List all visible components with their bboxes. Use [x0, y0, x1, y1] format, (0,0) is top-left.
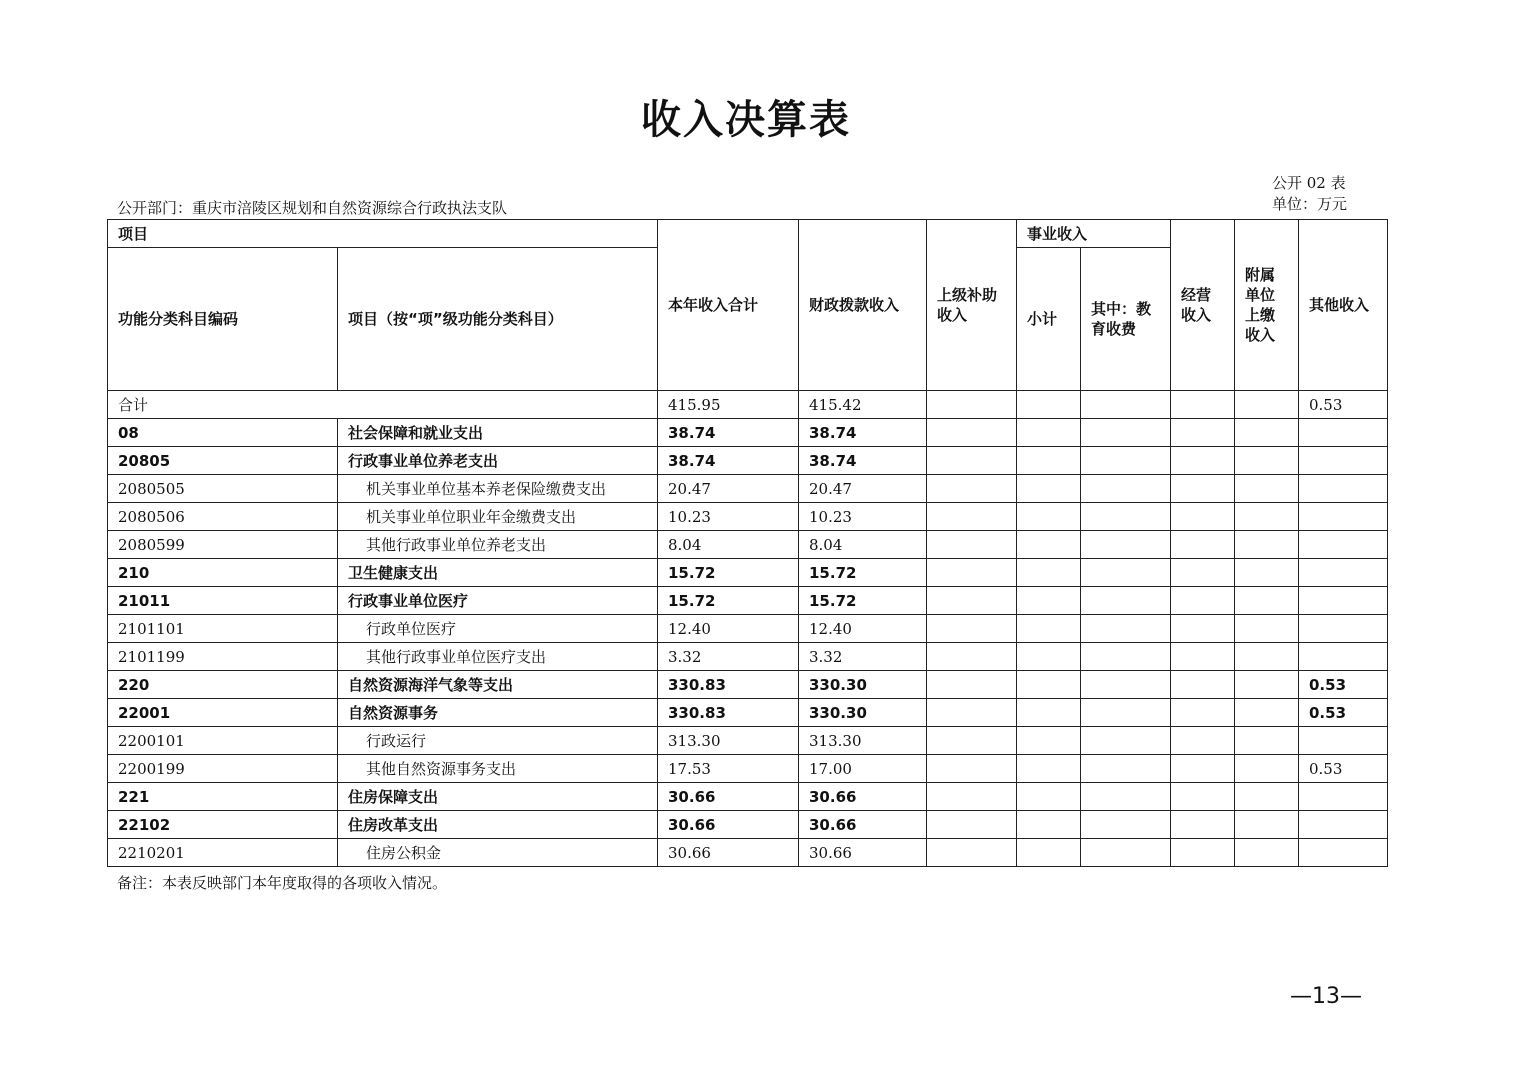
table-row	[108, 587, 1388, 615]
row-code: 2101199	[108, 643, 338, 671]
row-subtotal	[1017, 839, 1081, 867]
row-subtotal	[1017, 615, 1081, 643]
row-fiscal: 17.00	[799, 755, 927, 783]
row-name: 机关事业单位基本养老保险缴费支出	[338, 475, 658, 503]
row-affiliated	[1235, 811, 1299, 839]
row-superior	[927, 811, 1017, 839]
row-code: 2200199	[108, 755, 338, 783]
total-fiscal: 415.42	[799, 391, 927, 419]
row-affiliated	[1235, 587, 1299, 615]
row-code: 22001	[108, 699, 338, 727]
total-amount: 415.95	[658, 391, 799, 419]
total-subtotal	[1017, 391, 1081, 419]
row-name: 其他行政事业单位养老支出	[338, 531, 658, 559]
row-affiliated	[1235, 615, 1299, 643]
row-affiliated	[1235, 475, 1299, 503]
row-other	[1299, 783, 1388, 811]
row-total: 15.72	[658, 559, 799, 587]
header-education: 其中：教育收费	[1081, 248, 1171, 391]
row-affiliated	[1235, 727, 1299, 755]
row-operating	[1171, 811, 1235, 839]
header-other: 其他收入	[1299, 220, 1388, 391]
header-operating: 经营收入	[1171, 220, 1235, 391]
row-subtotal	[1017, 755, 1081, 783]
row-other	[1299, 587, 1388, 615]
row-education	[1081, 559, 1171, 587]
header-superior: 上级补助收入	[927, 220, 1017, 391]
table-row	[108, 419, 1388, 447]
row-affiliated	[1235, 503, 1299, 531]
row-operating	[1171, 503, 1235, 531]
row-education	[1081, 531, 1171, 559]
row-superior	[927, 419, 1017, 447]
table-row	[108, 503, 1388, 531]
row-code: 221	[108, 783, 338, 811]
table-row	[108, 783, 1388, 811]
row-total: 15.72	[658, 587, 799, 615]
row-fiscal: 30.66	[799, 783, 927, 811]
row-other	[1299, 559, 1388, 587]
row-operating	[1171, 755, 1235, 783]
row-education	[1081, 447, 1171, 475]
row-code: 2080599	[108, 531, 338, 559]
row-subtotal	[1017, 447, 1081, 475]
row-superior	[927, 503, 1017, 531]
total-other: 0.53	[1299, 391, 1388, 419]
row-subtotal	[1017, 559, 1081, 587]
row-operating	[1171, 419, 1235, 447]
row-operating	[1171, 447, 1235, 475]
header-business: 事业收入	[1017, 220, 1171, 248]
row-subtotal	[1017, 419, 1081, 447]
table-row	[108, 699, 1388, 727]
row-total: 8.04	[658, 531, 799, 559]
total-education	[1081, 391, 1171, 419]
row-name: 行政事业单位养老支出	[338, 447, 658, 475]
row-fiscal: 330.30	[799, 699, 927, 727]
unit-label: 单位：万元	[1272, 195, 1348, 213]
row-total: 38.74	[658, 447, 799, 475]
row-total: 30.66	[658, 811, 799, 839]
total-label: 合计	[108, 391, 658, 419]
row-code: 21011	[108, 587, 338, 615]
row-total: 313.30	[658, 727, 799, 755]
row-superior	[927, 839, 1017, 867]
table-row	[108, 615, 1388, 643]
row-fiscal: 20.47	[799, 475, 927, 503]
row-subtotal	[1017, 671, 1081, 699]
row-total: 330.83	[658, 671, 799, 699]
page-title: 收入决算表	[641, 97, 851, 143]
row-total: 12.40	[658, 615, 799, 643]
row-education	[1081, 643, 1171, 671]
table-row	[108, 475, 1388, 503]
header-subtotal: 小计	[1017, 248, 1081, 391]
total-superior	[927, 391, 1017, 419]
row-superior	[927, 559, 1017, 587]
table-row	[108, 643, 1388, 671]
row-education	[1081, 419, 1171, 447]
row-fiscal: 30.66	[799, 839, 927, 867]
row-name: 其他行政事业单位医疗支出	[338, 643, 658, 671]
row-code: 20805	[108, 447, 338, 475]
row-code: 2080506	[108, 503, 338, 531]
row-operating	[1171, 671, 1235, 699]
row-subtotal	[1017, 699, 1081, 727]
row-education	[1081, 699, 1171, 727]
row-other	[1299, 811, 1388, 839]
department-label: 公开部门：重庆市涪陵区规划和自然资源综合行政执法支队	[117, 199, 508, 217]
row-superior	[927, 643, 1017, 671]
row-name: 住房改革支出	[338, 811, 658, 839]
row-superior	[927, 615, 1017, 643]
row-education	[1081, 811, 1171, 839]
row-name: 行政单位医疗	[338, 615, 658, 643]
row-code: 2101101	[108, 615, 338, 643]
row-total: 17.53	[658, 755, 799, 783]
header-name: 项目（按“项”级功能分类科目）	[338, 248, 658, 391]
row-other	[1299, 503, 1388, 531]
row-other	[1299, 419, 1388, 447]
row-operating	[1171, 531, 1235, 559]
row-affiliated	[1235, 447, 1299, 475]
row-name: 住房公积金	[338, 839, 658, 867]
row-name: 行政运行	[338, 727, 658, 755]
footnote: 备注：本表反映部门本年度取得的各项收入情况。	[117, 874, 448, 892]
table-row	[108, 727, 1388, 755]
row-name: 住房保障支出	[338, 783, 658, 811]
table-row	[108, 531, 1388, 559]
row-total: 30.66	[658, 839, 799, 867]
total-operating	[1171, 391, 1235, 419]
row-other	[1299, 615, 1388, 643]
row-superior	[927, 699, 1017, 727]
table-row	[108, 755, 1388, 783]
row-code: 220	[108, 671, 338, 699]
row-education	[1081, 615, 1171, 643]
row-fiscal: 38.74	[799, 419, 927, 447]
row-superior	[927, 727, 1017, 755]
income-table	[107, 219, 1388, 867]
row-fiscal: 15.72	[799, 559, 927, 587]
row-total: 20.47	[658, 475, 799, 503]
row-superior	[927, 755, 1017, 783]
row-operating	[1171, 699, 1235, 727]
row-affiliated	[1235, 419, 1299, 447]
row-operating	[1171, 615, 1235, 643]
row-name: 行政事业单位医疗	[338, 587, 658, 615]
row-other	[1299, 475, 1388, 503]
header-project: 项目	[108, 220, 658, 248]
row-operating	[1171, 643, 1235, 671]
row-subtotal	[1017, 727, 1081, 755]
row-subtotal	[1017, 475, 1081, 503]
row-other	[1299, 531, 1388, 559]
row-superior	[927, 447, 1017, 475]
row-code: 2080505	[108, 475, 338, 503]
row-code: 22102	[108, 811, 338, 839]
row-fiscal: 38.74	[799, 447, 927, 475]
row-total: 38.74	[658, 419, 799, 447]
row-education	[1081, 727, 1171, 755]
row-subtotal	[1017, 587, 1081, 615]
row-affiliated	[1235, 559, 1299, 587]
row-name: 自然资源事务	[338, 699, 658, 727]
row-fiscal: 330.30	[799, 671, 927, 699]
row-operating	[1171, 559, 1235, 587]
table-row	[108, 447, 1388, 475]
table-row	[108, 839, 1388, 867]
row-affiliated	[1235, 671, 1299, 699]
row-operating	[1171, 783, 1235, 811]
row-other: 0.53	[1299, 699, 1388, 727]
row-operating	[1171, 475, 1235, 503]
row-education	[1081, 475, 1171, 503]
row-affiliated	[1235, 783, 1299, 811]
row-education	[1081, 755, 1171, 783]
row-fiscal: 313.30	[799, 727, 927, 755]
row-fiscal: 8.04	[799, 531, 927, 559]
row-fiscal: 3.32	[799, 643, 927, 671]
row-code: 2200101	[108, 727, 338, 755]
row-subtotal	[1017, 503, 1081, 531]
row-education	[1081, 503, 1171, 531]
row-education	[1081, 671, 1171, 699]
row-code: 210	[108, 559, 338, 587]
row-fiscal: 10.23	[799, 503, 927, 531]
row-name: 自然资源海洋气象等支出	[338, 671, 658, 699]
row-superior	[927, 783, 1017, 811]
row-operating	[1171, 587, 1235, 615]
row-name: 机关事业单位职业年金缴费支出	[338, 503, 658, 531]
row-name: 卫生健康支出	[338, 559, 658, 587]
form-number: 公开 02 表	[1272, 174, 1346, 192]
row-total: 3.32	[658, 643, 799, 671]
row-other: 0.53	[1299, 755, 1388, 783]
row-education	[1081, 587, 1171, 615]
row-superior	[927, 475, 1017, 503]
row-total: 30.66	[658, 783, 799, 811]
row-total: 10.23	[658, 503, 799, 531]
row-other	[1299, 727, 1388, 755]
row-fiscal: 12.40	[799, 615, 927, 643]
row-superior	[927, 531, 1017, 559]
row-code: 2210201	[108, 839, 338, 867]
total-affiliated	[1235, 391, 1299, 419]
row-fiscal: 15.72	[799, 587, 927, 615]
row-education	[1081, 783, 1171, 811]
row-education	[1081, 839, 1171, 867]
page-number: —13—	[1290, 984, 1362, 1009]
row-operating	[1171, 727, 1235, 755]
row-affiliated	[1235, 643, 1299, 671]
header-affiliated: 附属单位上缴收入	[1235, 220, 1299, 391]
row-fiscal: 30.66	[799, 811, 927, 839]
row-other	[1299, 839, 1388, 867]
header-total: 本年收入合计	[658, 220, 799, 391]
row-affiliated	[1235, 699, 1299, 727]
row-subtotal	[1017, 643, 1081, 671]
row-affiliated	[1235, 755, 1299, 783]
row-operating	[1171, 839, 1235, 867]
row-other: 0.53	[1299, 671, 1388, 699]
row-superior	[927, 587, 1017, 615]
row-affiliated	[1235, 839, 1299, 867]
row-name: 其他自然资源事务支出	[338, 755, 658, 783]
table-row	[108, 559, 1388, 587]
row-total: 330.83	[658, 699, 799, 727]
table-row	[108, 811, 1388, 839]
row-subtotal	[1017, 783, 1081, 811]
table-row	[108, 671, 1388, 699]
header-fiscal: 财政拨款收入	[799, 220, 927, 391]
row-name: 社会保障和就业支出	[338, 419, 658, 447]
row-affiliated	[1235, 531, 1299, 559]
header-code: 功能分类科目编码	[108, 248, 338, 391]
row-code: 08	[108, 419, 338, 447]
total-row	[108, 391, 1388, 419]
row-subtotal	[1017, 811, 1081, 839]
row-subtotal	[1017, 531, 1081, 559]
row-superior	[927, 671, 1017, 699]
row-other	[1299, 447, 1388, 475]
row-other	[1299, 643, 1388, 671]
